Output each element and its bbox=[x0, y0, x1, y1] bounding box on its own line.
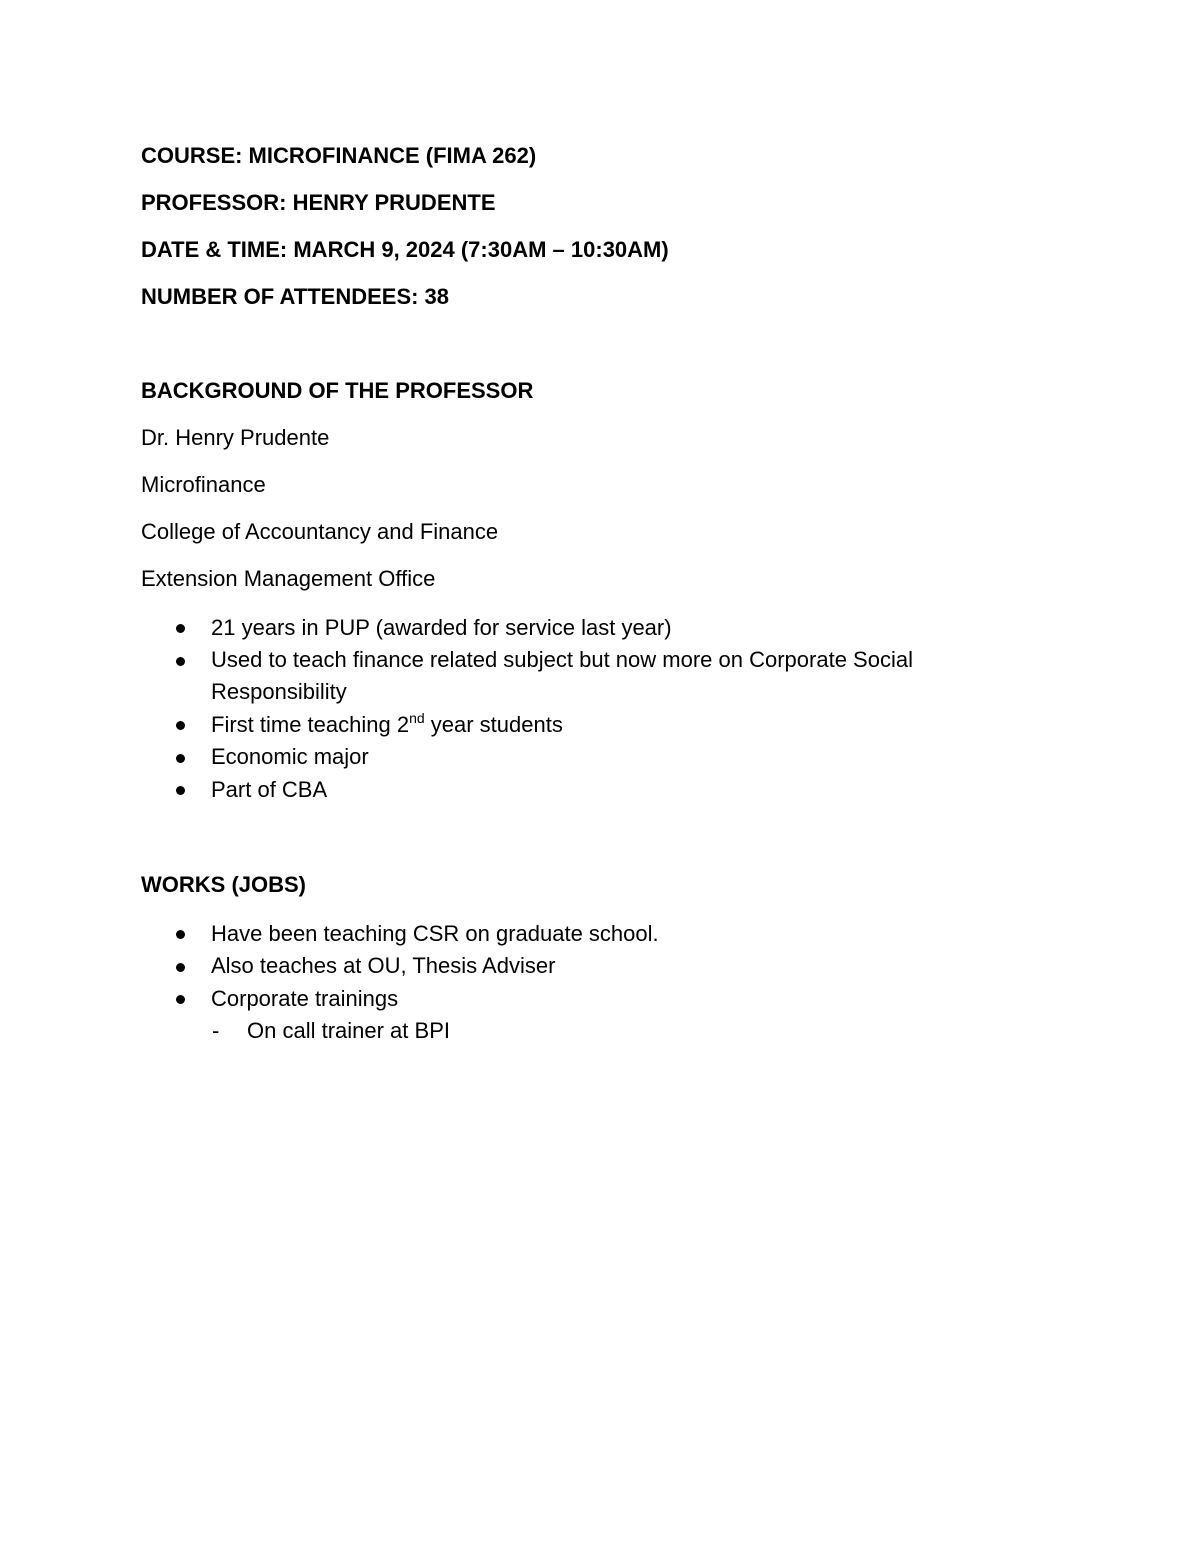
bullet-dot bbox=[176, 754, 185, 763]
bullet-text-before: First time teaching 2 bbox=[211, 712, 410, 737]
background-bullet bbox=[211, 709, 1011, 741]
background-bullet: Used to teach finance related subject but now more on Corporate Social Responsibility bbox=[211, 647, 913, 704]
bullet-dot bbox=[176, 657, 185, 666]
professor-line: PROFESSOR: HENRY PRUDENTE bbox=[141, 190, 496, 215]
bullet-dot bbox=[176, 930, 185, 939]
works-heading: WORKS (JOBS) bbox=[141, 872, 306, 897]
background-heading: BACKGROUND OF THE PROFESSOR bbox=[141, 378, 534, 403]
datetime-line: DATE & TIME: MARCH 9, 2024 (7:30AM – 10:30AM) bbox=[141, 237, 669, 262]
background-office-line: Extension Management Office bbox=[141, 566, 436, 591]
works-sub-bullet: On call trainer at BPI bbox=[247, 1018, 450, 1043]
background-bullet: Economic major bbox=[211, 744, 369, 769]
bullet-dot bbox=[176, 786, 185, 795]
background-name-line: Dr. Henry Prudente bbox=[141, 425, 330, 450]
ordinal-superscript: nd bbox=[409, 710, 425, 726]
works-bullet: Also teaches at OU, Thesis Adviser bbox=[211, 953, 556, 978]
works-bullet: Corporate trainings bbox=[211, 986, 399, 1011]
background-subject-line: Microfinance bbox=[141, 472, 266, 497]
bullet-text-after: year students bbox=[424, 712, 563, 737]
course-line: COURSE: MICROFINANCE (FIMA 262) bbox=[141, 143, 537, 168]
background-college-line: College of Accountancy and Finance bbox=[141, 519, 499, 544]
bullet-dot bbox=[176, 963, 185, 972]
bullet-dot bbox=[176, 624, 185, 633]
background-bullet: Part of CBA bbox=[211, 777, 328, 802]
bullet-dot bbox=[176, 721, 185, 730]
background-bullet: 21 years in PUP (awarded for service last year) bbox=[211, 615, 672, 640]
attendees-line: NUMBER OF ATTENDEES: 38 bbox=[141, 284, 450, 309]
bullet-dot bbox=[176, 995, 185, 1004]
works-bullet: Have been teaching CSR on graduate school. bbox=[211, 921, 659, 946]
dash-marker: - bbox=[212, 1018, 220, 1043]
